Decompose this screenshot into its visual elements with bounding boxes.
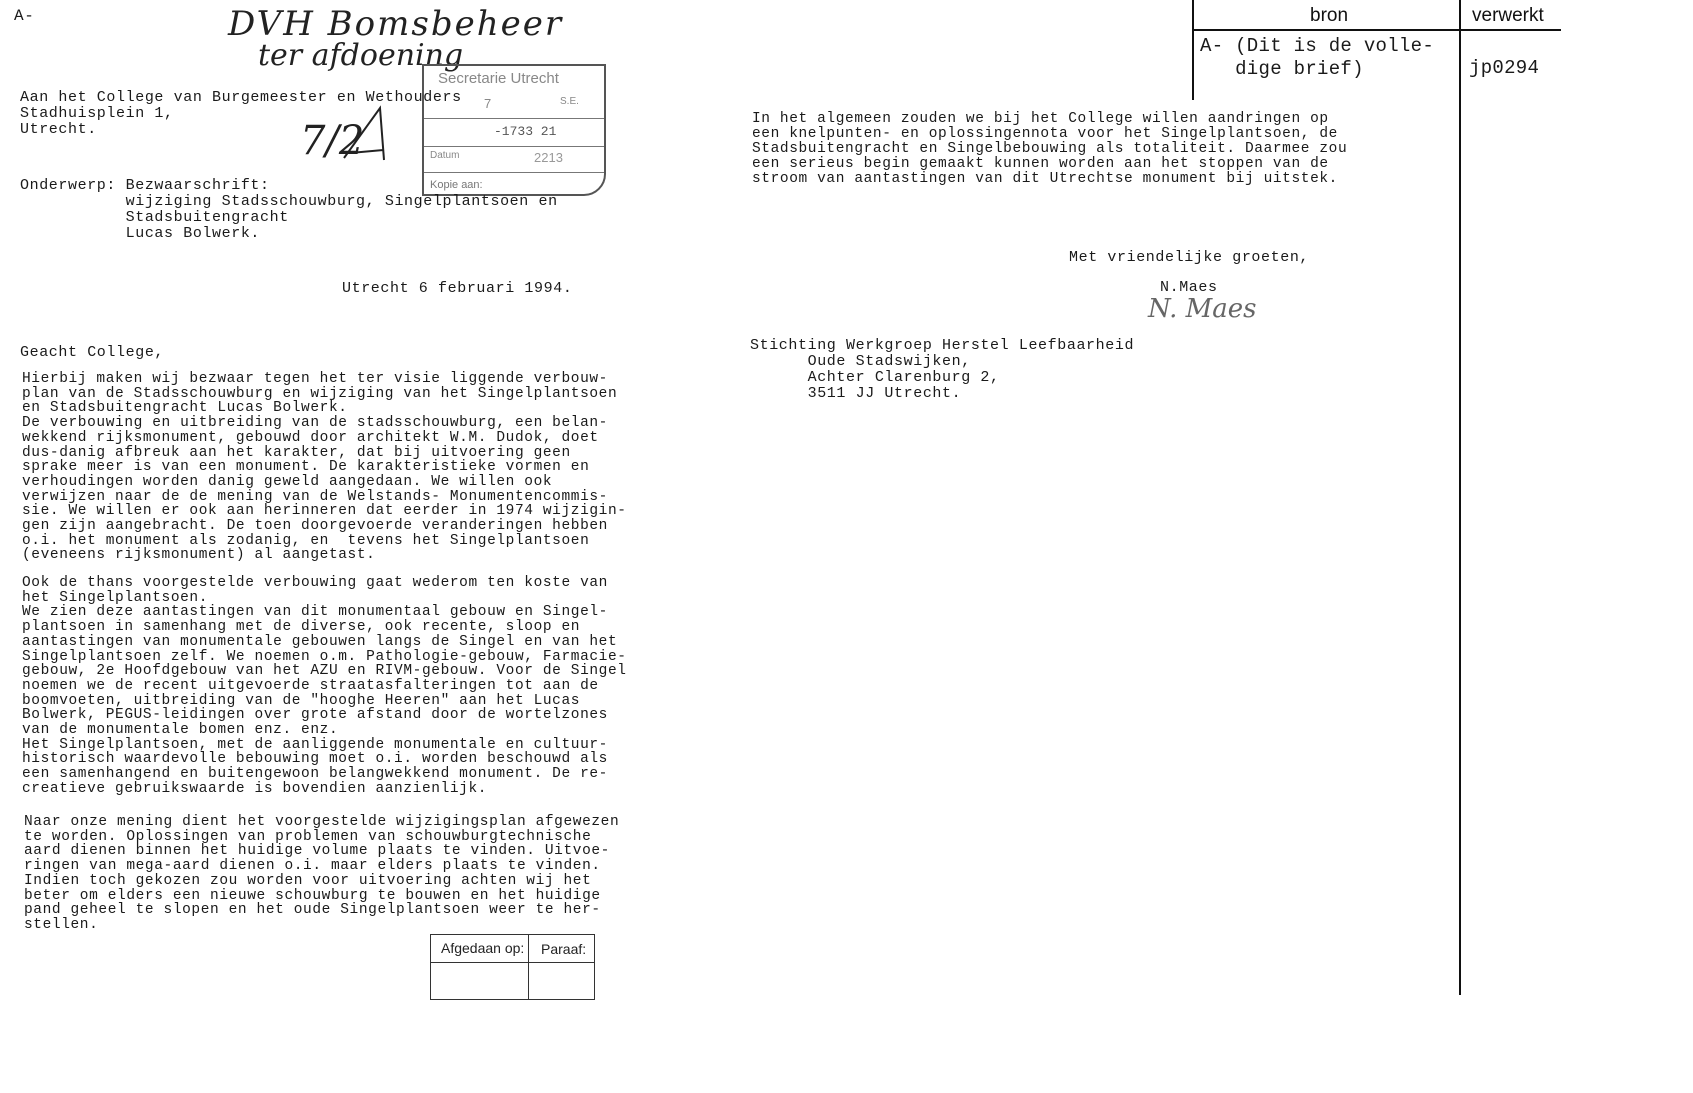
stamp-row1-suffix: S.E. [560,96,579,107]
right-paragraph: In het algemeen zouden we bij het College willen aandringen op een knelpunten- en oplossingennota voor het Singelplantsoen, de Stadsbuitengracht en Singelbebouwing als totaliteit. Daarmee zou een serieus begin gemaakt kunnen worden aan het stoppen van de stroom van aantastingen van dit Utrechtse monument bij uitstek. [752,111,1348,187]
verwerkt-value: jp0294 [1469,57,1540,79]
addressee-block: Aan het College van Burgemeester en Wethouders Stadhuisplein 1, Utrecht. [20,89,462,138]
stamp-row4-label: Kopie aan: [430,179,483,191]
salutation: Geacht College, [20,344,165,361]
table-divider-right [1459,0,1461,995]
table-divider-left [1192,0,1194,100]
closing-line: Met vriendelijke groeten, [1069,249,1310,266]
handwritten-note-line1: DVH Bomsbeheer [228,4,564,44]
body-paragraph-2: Ook de thans voorgestelde verbouwing gaat wederom ten koste van het Singelplantsoen. We zien deze aantastingen van dit monumentaal gebouw en Singel- plantsoen in samenhang met de diverse, ook recente, sloop en aantastingen van monumentale gebouwen langs de Singel en van het Singelplantsoen zelf. We noemen o.m. Pathologie-gebouw, Farmacie- gebouw, 2e Hoofdgebouw van het AZU en RIVM-gebouw. Voor de Singel noemen we de recent uitgevoerde straatasfalteringen tot aan de boomvoeten, uitbreiding van de "hooghe Heeren" aan het Lucas Bolwerk, PEGUS-leidingen over grote afstand door de wortelzones van de monumentale bomen enz. enz. Het Singelplantsoen, met de aanliggende monumentale en cultuur- historisch waardevolle bebouwing moet o.i. worden beschouwd als een samenhangend en buitengewoon belangwekkend monument. De re- creatieve gebruikswaarde is bovendien aanzienlijk. [22,575,627,797]
paraaf-label: Paraaf: [541,941,587,957]
stamp-title: Secretarie Utrecht [438,70,559,87]
signature: N. Maes [1148,294,1257,324]
organization-block: Stichting Werkgroep Herstel Leefbaarheid Oude Stadswijken, Achter Clarenburg 2, 3511 JJ Utrecht. [750,337,1135,402]
body-paragraph-1: Hierbij maken wij bezwaar tegen het ter visie liggende verbouw- plan van de Stadsschouwburg en wijziging van het Singelplantsoen en Stadsbuitengracht Lucas Bolwerk. De verbouwing en uitbreiding van de stadsschouwburg, een belan- wekkend rijksmonument, gebouwd door architekt W.M. Dudok, doet dus-danig afbreuk aan het karakter, dat bij uitvoering geen sprake meer is van een monument. De karakteristieke vormen en verhoudingen worden danig geweld aangedaan. We willen ook verwijzen naar de de mening van de Welstands- Monumentencommis- sie. We willen er ook aan herinneren dat eerder in 1974 wijzigin- gen zijn aangebracht. De toen doorgevoerde veranderingen hebben o.i. het monument als zodanig, en tevens het Singelplantsoen (eveneens rijksmonument) al aangetast. [22,371,627,564]
signer-name: N.Maes [1160,279,1218,296]
stamp-row3-label: Datum [430,150,460,161]
afgedaan-label: Afgedaan op: [441,940,525,956]
stamp-row2-value: -1733 21 [494,124,557,139]
bron-value: A- (Dit is de volle- dige brief) [1200,35,1435,80]
afgedaan-box [430,934,595,1000]
column-header-verwerkt: verwerkt [1472,5,1544,26]
date-line: Utrecht 6 februari 1994. [342,280,573,297]
stamp-row3-value: 2213 [534,150,563,165]
body-paragraph-3: Naar onze mening dient het voorgestelde wijzigingsplan afgewezen te worden. Oplossingen van problemen van schouwburgtechnische aard dienen binnen het huidige volume plaats te vinden. Uitvoe- ringen van mega-aard dienen o.i. maar elders plaats te vinden. Indien toch gekozen zou worden voor uitvoering achten wij het beter om elders een nieuwe schouwburg te bouwen en het huidige pand geheel te slopen en het oude Singelplantsoen weer te her- stellen. [24,814,620,933]
stamp-row1-value: 7 [484,96,492,111]
table-header-rule [1192,29,1561,31]
column-header-bron: bron [1310,5,1349,26]
corner-code: A- [14,7,35,25]
subject-block: Onderwerp: Bezwaarschrift: wijziging Stadsschouwburg, Singelplantsoen en Stadsbuitengracht Lucas Bolwerk. [20,177,558,242]
handwritten-initials: 7/2 [300,118,365,164]
handwritten-note-line2: ter afdoening [258,38,464,73]
